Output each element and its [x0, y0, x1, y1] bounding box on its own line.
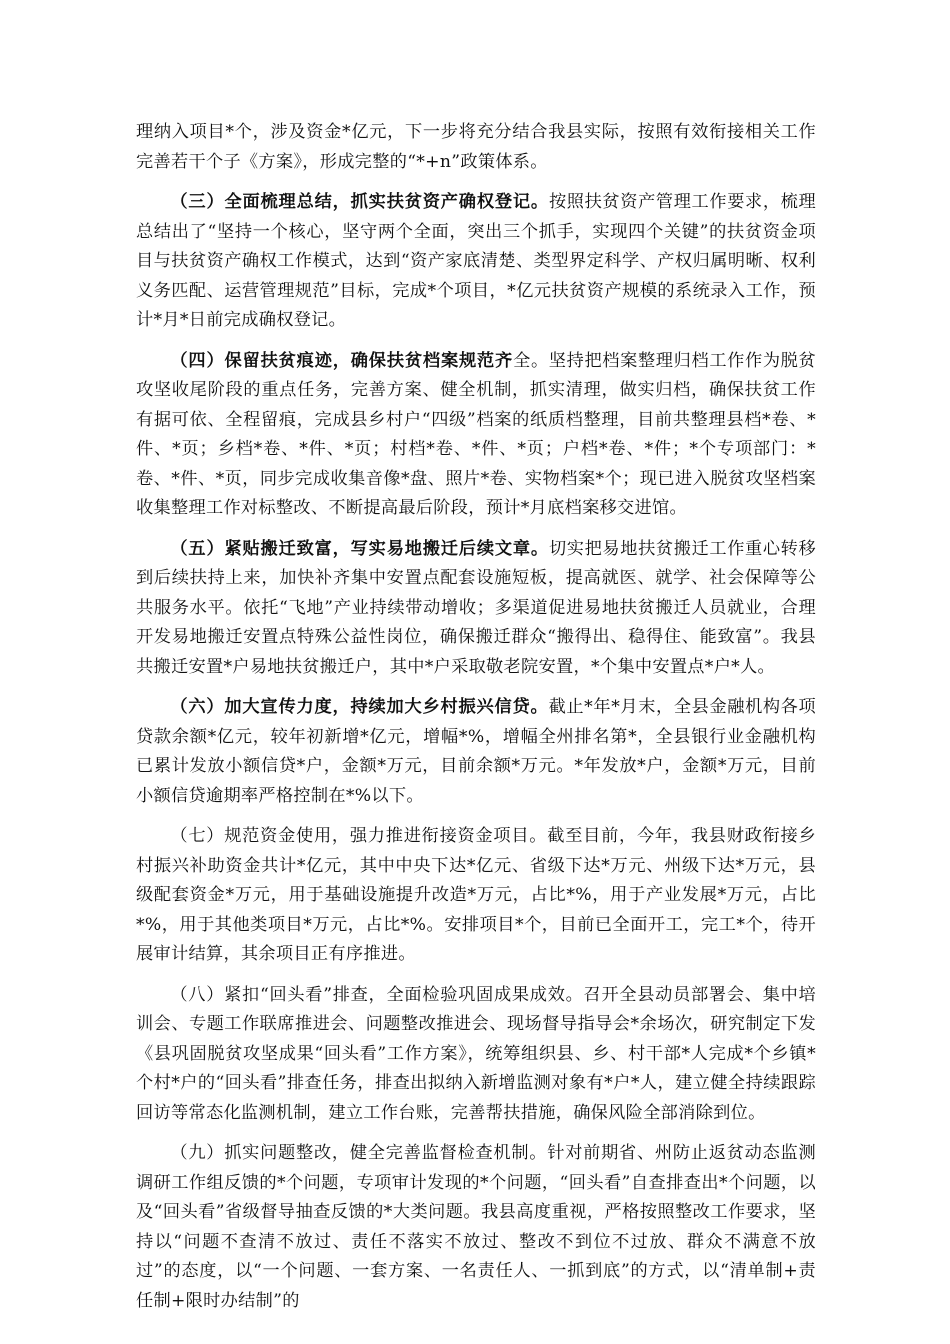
paragraph-text: （七）规范资金使用，强力推进衔接资金项目。截至目前，今年，我县财政衔接乡村振兴补助资金共计*亿元，其中中央下达*亿元、省级下达*万元、州级下达*万元，县级配套资金*万元，用于基础设施提升改造*万元，占比*%，用于产业发展*万元，占比*%，用于其他类项目*万元，占比*%。安排项目*个，目前已全面开工，完工*个，待开展审计结算，其余项目正有序推进。 [136, 826, 816, 964]
paragraph-section-6 [136, 693, 816, 811]
section-heading: （四）保留扶贫痕迹，确保扶贫档案规范齐 [170, 350, 514, 371]
paragraph-text: 切实把易地扶贫搬迁工作重心转移到后续扶持上来，加快补齐集中安置点配套设施短板，提高就医、就学、社会保障等公共服务水平。依托“飞地”产业持续带动增收；多渠道促进易地扶贫搬迁人员就业，合理开发易地搬迁安置点特殊公益性岗位，确保搬迁群众“搬得出、稳得住、能致富”。我县共搬迁安置*户易地扶贫搬迁户，其中*户采取敬老院安置，*个集中安置点*户*人。 [136, 538, 816, 677]
section-heading: （三）全面梳理总结，抓实扶贫资产确权登记。 [170, 192, 549, 212]
section-heading: （五）紧贴搬迁致富，写实易地搬迁后续文章。 [170, 538, 549, 559]
paragraph-text: （八）紧扣“回头看”排查，全面检验巩固成果成效。召开全县动员部署会、集中培训会、专题工作联席推进会、问题整改推进会、现场督导指导会*余场次，研究制定下发《县巩固脱贫攻坚成果“回头看”工作方案》，统筹组织县、乡、村干部*人完成*个乡镇*个村*户的“回头看”排查任务，排查出拟纳入新增监测对象有*户*人，建立健全持续跟踪回访等常态化监测机制，建立工作台账，完善帮扶措施，确保风险全部消除到位。 [136, 984, 816, 1123]
document-body [136, 118, 816, 1327]
paragraph-text: （九）抓实问题整改，健全完善监督检查机制。针对前期省、州防止返贫动态监测调研工作组反馈的*个问题，专项审计发现的*个问题，“回头看”自查排查出*个问题，以及“回头看”省级督导抽查反馈的*大类问题。我县高度重视，严格按照整改工作要求，坚持以“问题不查清不放过、责任不落实不放过、整改不到位不过放、群众不满意不放过”的态度，以“一个问题、一套方案、一名责任人、一抓到底”的方式，以“清单制+责任制+限时办结制”的 [136, 1143, 816, 1311]
paragraph-text: 理纳入项目*个，涉及资金*亿元，下一步将充分结合我县实际，按照有效衔接相关工作完善若干个子《方案》，形成完整的“*+n”政策体系。 [136, 122, 816, 172]
paragraph-text: 按照扶贫资产管理工作要求，梳理总结出了“坚持一个核心，坚守两个全面，突出三个抓手，实现四个关键”的扶贫资金项目与扶贫资产确权工作模式，达到“资产家底清楚、类型界定科学、产权归属明晰、权利义务匹配、运营管理规范”目标，完成*个项目，*亿元扶贫资产规模的系统录入工作，预计*月*日前完成确权登记。 [136, 192, 816, 330]
paragraph-section-4 [136, 347, 816, 524]
paragraph-section-7 [136, 822, 816, 970]
paragraph-section-9 [136, 1139, 816, 1316]
paragraph-section-8 [136, 981, 816, 1129]
paragraph-text: 全。坚持把档案整理归档工作作为脱贫攻坚收尾阶段的重点任务，完善方案、健全机制，抓实清理，做实归档，确保扶贫工作有据可依、全程留痕，完成县乡村户“四级”档案的纸质档整理，目前共整理县档*卷、*件、*页；乡档*卷、*件、*页；村档*卷、*件、*页；户档*卷、*件；*个专项部门：*卷、*件、*页，同步完成收集音像*盘、照片*卷、实物档案*个；现已进入脱贫攻坚档案收集整理工作对标整改、不断提高最后阶段，预计*月底档案移交进馆。 [136, 350, 816, 518]
paragraph-section-3 [136, 188, 816, 336]
paragraph-section-5 [136, 535, 816, 683]
paragraph-continuation [136, 118, 816, 177]
section-heading: （六）加大宣传力度，持续加大乡村振兴信贷。 [170, 697, 549, 717]
paragraph-text: 截止*年*月末，全县金融机构各项贷款余额*亿元，较年初新增*亿元，增幅*%，增幅全州排名第*，全县银行业金融机构已累计发放小额信贷*户，金额*万元，目前余额*万元。*年发放*户，金额*万元，目前小额信贷逾期率严格控制在*%以下。 [136, 697, 816, 806]
